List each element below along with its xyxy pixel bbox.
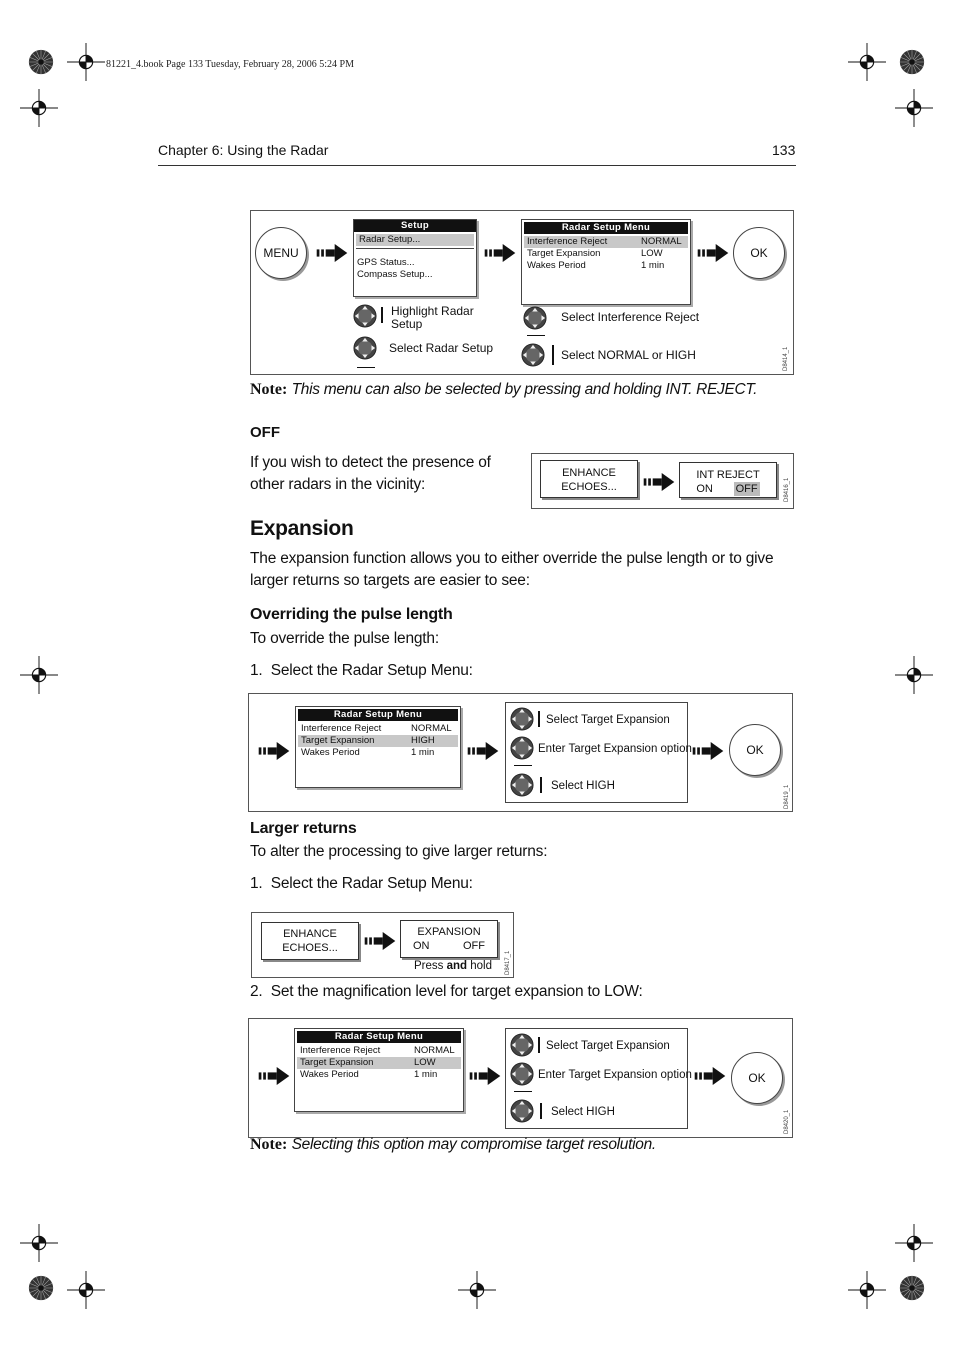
starburst-mark-tl: [27, 48, 55, 76]
arrow-right-icon: [258, 742, 290, 760]
figure-id: D8416_1: [784, 477, 790, 502]
note-int-reject: [250, 381, 757, 399]
steps-panel: [505, 1028, 692, 1129]
arrow-right-icon: [469, 1067, 501, 1085]
step-highlight-radar-setup: Highlight Radar Setup: [391, 304, 474, 331]
note-label: Note:: [250, 1136, 288, 1153]
arrow-right-small-icon: [357, 367, 375, 368]
menu-row-wakes-period[interactable]: Wakes Period 1 min: [300, 1069, 438, 1080]
trackpad-icon[interactable]: [510, 1062, 534, 1086]
setup-menu-title: Setup: [354, 220, 476, 232]
override-intro: To override the pulse length:: [250, 630, 439, 647]
registration-mark: [67, 1271, 105, 1309]
step-select-interference-reject: Select Interference Reject: [561, 310, 700, 324]
page-number: 133: [772, 142, 796, 158]
note-target-resolution: [250, 1136, 656, 1154]
header-rule: [158, 165, 796, 166]
arrow-right-icon: [467, 742, 499, 760]
figure-id: D8414_1: [783, 346, 789, 371]
figure-radar-setup-navigation: [250, 210, 794, 375]
arrow-down-icon: [540, 1103, 542, 1119]
registration-mark: [67, 43, 105, 81]
setup-menu: [353, 219, 477, 297]
arrow-right-small-icon: [514, 1091, 532, 1092]
override-step-1: 1. Select the Radar Setup Menu:: [250, 662, 473, 679]
menu-button[interactable]: MENU: [255, 227, 307, 279]
expansion-intro: The expansion function allows you to either override the pulse length or to give larger returns so targets are easier to see:: [250, 550, 774, 589]
menu-row-target-expansion[interactable]: Target Expansion LOW: [527, 248, 663, 259]
book-info-line: 81221_4.book Page 133 Tuesday, February 28, 2006 5:24 PM: [106, 59, 354, 70]
step-select-target-expansion: Select Target Expansion: [546, 1040, 670, 1052]
note-label: Note:: [250, 381, 288, 398]
registration-mark: [20, 1224, 58, 1262]
menu-row-target-expansion[interactable]: Target Expansion HIGH: [298, 735, 458, 747]
softkey-expansion[interactable]: EXPANSION ON OFF: [400, 920, 498, 958]
step-select-radar-setup: Select Radar Setup: [389, 341, 494, 355]
ok-button[interactable]: OK: [731, 1052, 783, 1104]
step-enter-target-expansion: Enter Target Expansion option: [538, 1069, 692, 1081]
starburst-mark-tr: [898, 48, 926, 76]
arrow-right-icon: [692, 742, 724, 760]
arrow-right-icon: [643, 473, 675, 491]
radar-setup-menu: [521, 219, 691, 305]
step-enter-target-expansion: Enter Target Expansion option: [538, 743, 692, 755]
radar-setup-menu: [294, 1028, 464, 1112]
larger-returns-step-1: 1. Select the Radar Setup Menu:: [250, 875, 473, 892]
trackpad-icon[interactable]: [510, 707, 534, 731]
registration-mark: [20, 656, 58, 694]
radar-setup-menu-title: Radar Setup Menu: [297, 1031, 461, 1043]
softkey-int-reject[interactable]: INT REJECT ON OFF: [679, 462, 777, 498]
steps-panel: [505, 702, 692, 803]
ok-button[interactable]: OK: [733, 227, 785, 279]
setup-menu-item[interactable]: Compass Setup...: [357, 269, 433, 280]
figure-id: D8420_1: [784, 1109, 790, 1134]
figure-expansion-softkey: [251, 912, 514, 978]
off-description: If you wish to detect the presence of other radars in the vicinity:: [250, 454, 491, 493]
starburst-mark-bl: [27, 1274, 55, 1302]
registration-mark: [848, 1271, 886, 1309]
radar-setup-menu-title: Radar Setup Menu: [524, 222, 688, 234]
step-select-high: Select HIGH: [551, 1106, 615, 1118]
menu-row-wakes-period[interactable]: Wakes Period 1 min: [527, 260, 665, 271]
registration-mark: [848, 43, 886, 81]
note-text: Selecting this option may compromise target resolution.: [291, 1136, 656, 1153]
larger-returns-intro: To alter the processing to give larger returns:: [250, 843, 548, 860]
toggle-off: OFF: [463, 940, 485, 952]
trackpad-icon[interactable]: [353, 304, 377, 328]
arrow-right-icon: [694, 1067, 726, 1085]
registration-mark: [895, 89, 933, 127]
trackpad-icon[interactable]: [521, 343, 545, 367]
starburst-mark-br: [898, 1274, 926, 1302]
trackpad-icon[interactable]: [510, 773, 534, 797]
arrow-right-icon: [316, 244, 348, 262]
figure-target-expansion-low: [248, 1018, 793, 1138]
trackpad-icon[interactable]: [510, 1033, 534, 1057]
toggle-on: ON: [413, 940, 430, 952]
arrow-down-icon: [538, 1037, 540, 1053]
heading-larger-returns: Larger returns: [250, 820, 357, 837]
note-text: This menu can also be selected by pressing and holding INT. REJECT.: [291, 381, 758, 398]
heading-overriding-pulse-length: Overriding the pulse length: [250, 606, 453, 623]
trackpad-icon[interactable]: [510, 736, 534, 760]
figure-int-reject-softkey: [531, 453, 794, 509]
arrow-right-icon: [364, 932, 396, 950]
arrow-down-icon: [381, 307, 383, 323]
menu-row-interference-reject[interactable]: Interference Reject NORMAL: [524, 236, 688, 248]
figure-id: D8417_1: [505, 950, 511, 975]
step-select-target-expansion: Select Target Expansion: [546, 714, 670, 726]
arrow-right-small-icon: [514, 765, 532, 766]
toggle-off-selected: OFF: [735, 483, 758, 495]
softkey-enhance-echoes[interactable]: ENHANCE ECHOES...: [261, 922, 359, 960]
registration-mark: [895, 656, 933, 694]
registration-mark: [895, 1224, 933, 1262]
menu-row-wakes-period[interactable]: Wakes Period 1 min: [301, 747, 435, 758]
chapter-title: Chapter 6: Using the Radar: [158, 142, 329, 158]
registration-mark: [458, 1271, 496, 1309]
figure-id: D8419_1: [784, 784, 790, 809]
trackpad-icon[interactable]: [510, 1099, 534, 1123]
step-select-high: Select HIGH: [551, 780, 615, 792]
heading-off: OFF: [250, 424, 280, 441]
setup-menu-item[interactable]: Radar Setup...: [356, 234, 474, 246]
setup-menu-item[interactable]: GPS Status...: [357, 257, 415, 268]
registration-mark: [20, 89, 58, 127]
press-and-hold-instruction: Press and hold: [414, 960, 492, 972]
menu-row-interference-reject[interactable]: Interference Reject NORMAL: [301, 723, 452, 734]
arrow-right-small-icon: [527, 335, 545, 336]
arrow-down-icon: [540, 777, 542, 793]
menu-row-target-expansion[interactable]: Target Expansion LOW: [297, 1057, 461, 1069]
arrow-updown-icon: [552, 345, 554, 365]
ok-button[interactable]: OK: [729, 724, 781, 776]
heading-expansion: Expansion: [250, 517, 354, 540]
larger-returns-step-2: 2. Set the magnification level for target expansion to LOW:: [250, 983, 643, 1000]
menu-row-interference-reject[interactable]: Interference Reject NORMAL: [300, 1045, 455, 1056]
arrow-down-icon: [538, 711, 540, 727]
arrow-right-icon: [484, 244, 516, 262]
trackpad-icon[interactable]: [523, 306, 547, 330]
arrow-right-icon: [258, 1067, 290, 1085]
radar-setup-menu: [295, 706, 461, 788]
toggle-on: ON: [696, 483, 713, 495]
step-select-normal-high: Select NORMAL or HIGH: [561, 348, 696, 362]
radar-setup-menu-title: Radar Setup Menu: [298, 709, 458, 721]
softkey-enhance-echoes[interactable]: ENHANCE ECHOES...: [540, 460, 638, 498]
arrow-right-icon: [697, 244, 729, 262]
trackpad-icon[interactable]: [353, 336, 377, 360]
figure-target-expansion-high: [248, 693, 793, 812]
